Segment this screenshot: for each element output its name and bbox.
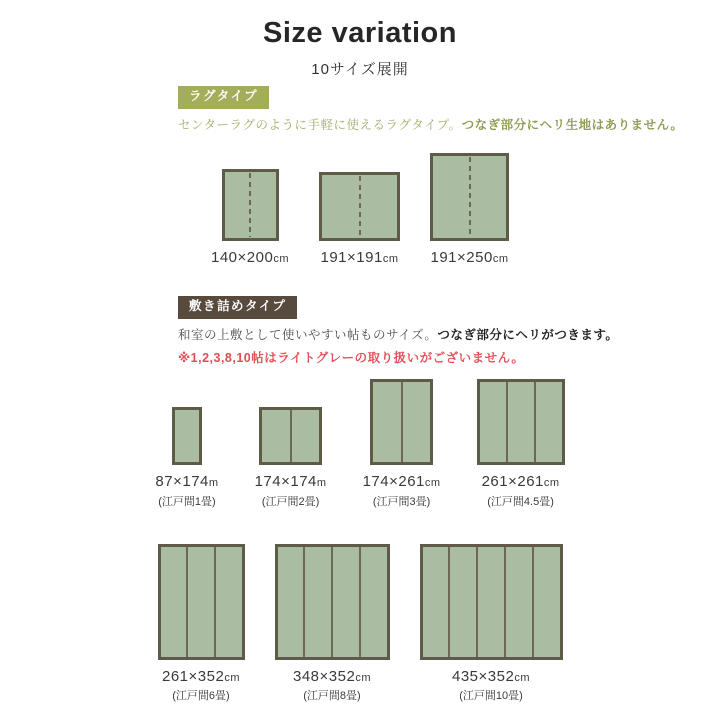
tatami-panel — [534, 382, 562, 462]
size-unit: cm — [424, 477, 441, 490]
rug-type-description — [178, 117, 720, 133]
spread-type-description — [178, 327, 720, 343]
size-label — [162, 669, 240, 686]
tatami-size-label: (江戸間8畳) — [303, 690, 361, 703]
size-unit: cm — [543, 477, 560, 490]
rug-size-item — [255, 407, 327, 508]
rug-illustration — [275, 544, 390, 660]
size-unit: cm — [355, 671, 371, 684]
size-dimensions: 87×174 — [155, 473, 209, 491]
spread-type-row-1 — [0, 379, 720, 508]
tatami-panel — [448, 547, 476, 657]
rug-seam-dashed-line — [469, 157, 471, 237]
tatami-panel — [303, 547, 331, 657]
size-label — [211, 250, 289, 267]
tatami-panel — [532, 547, 560, 657]
rug-illustration — [222, 169, 279, 241]
tatami-panel — [290, 410, 320, 462]
spread-type-row-2 — [0, 544, 720, 703]
size-dimensions: 435×352 — [452, 667, 515, 685]
tatami-panel — [373, 382, 401, 462]
size-label — [321, 250, 399, 267]
rug-size-item — [420, 544, 563, 703]
size-label — [452, 669, 530, 686]
page-subtitle: 10サイズ展開 — [311, 60, 409, 78]
rug-size-item — [477, 379, 565, 508]
size-unit: cm — [382, 252, 399, 265]
size-dimensions: 174×174 — [254, 473, 317, 491]
page-title: Size variation — [263, 17, 457, 49]
rug-seam-dashed-line — [249, 173, 251, 237]
color-availability-note: ※1,2,3,8,10帖はライトグレーの取り扱いがございません。 — [178, 351, 525, 366]
section-spread-type — [0, 296, 720, 702]
size-dimensions: 140×200 — [211, 248, 274, 266]
spread-type-description-text: 和室の上敷として使いやすい帖ものサイズ。 — [178, 328, 438, 343]
rug-size-item — [211, 169, 289, 267]
section-rug-type — [0, 86, 720, 267]
tatami-panel — [504, 547, 532, 657]
rug-size-item — [155, 407, 218, 508]
size-label — [293, 669, 371, 686]
tatami-panel — [262, 410, 290, 462]
size-dimensions: 348×352 — [293, 667, 356, 685]
spread-type-description-bold-text: つなぎ部分にヘリがつきます。 — [437, 328, 619, 343]
size-unit: cm — [492, 252, 509, 265]
tatami-size-label: (江戸間4.5畳) — [487, 495, 554, 508]
tatami-panel — [175, 410, 199, 462]
rug-seam-dashed-line — [359, 176, 361, 237]
rug-size-item — [430, 153, 509, 267]
rug-size-item — [158, 544, 245, 703]
rug-size-item — [275, 544, 390, 703]
rug-type-description-bold-text: つなぎ部分にヘリ生地はありません。 — [461, 117, 684, 132]
rug-illustration — [477, 379, 565, 465]
size-dimensions: 261×261 — [481, 473, 544, 491]
size-dimensions: 191×191 — [320, 248, 383, 266]
rug-illustration — [319, 172, 400, 241]
rug-size-item — [319, 172, 400, 267]
rug-type-description-text: センターラグのように手軽に使えるラグタイプ。 — [178, 117, 462, 132]
tatami-panel — [476, 547, 504, 657]
tatami-panel — [214, 547, 242, 657]
tatami-panel — [331, 547, 359, 657]
size-unit: m — [208, 477, 219, 490]
tatami-size-label: (江戸間6畳) — [172, 690, 230, 703]
rug-illustration — [172, 407, 202, 465]
spread-type-badge: 敷き詰めタイプ — [178, 296, 297, 319]
size-label — [363, 474, 441, 491]
tatami-size-label: (江戸間3畳) — [372, 495, 431, 508]
rug-illustration — [420, 544, 563, 660]
size-label — [482, 474, 560, 491]
tatami-panel — [186, 547, 214, 657]
size-unit: m — [316, 477, 327, 490]
rug-size-item — [363, 379, 441, 508]
tatami-panel — [161, 547, 187, 657]
tatami-panel — [423, 547, 449, 657]
size-dimensions: 261×352 — [162, 667, 225, 685]
tatami-size-label: (江戸間10畳) — [459, 690, 523, 703]
tatami-panel — [401, 382, 431, 462]
tatami-panel — [506, 382, 534, 462]
size-unit: cm — [273, 252, 289, 265]
tatami-panel — [359, 547, 387, 657]
tatami-panel — [480, 382, 506, 462]
rug-illustration — [370, 379, 433, 465]
rug-illustration — [430, 153, 509, 241]
size-label — [255, 474, 327, 491]
rug-illustration — [158, 544, 245, 660]
size-dimensions: 174×261 — [362, 473, 425, 491]
size-dimensions: 191×250 — [430, 248, 493, 266]
tatami-size-label: (江戸間2畳) — [261, 495, 320, 508]
size-label — [431, 250, 509, 267]
tatami-panel — [278, 547, 304, 657]
rug-type-row — [0, 153, 720, 267]
size-label — [155, 474, 218, 491]
rug-type-badge: ラグタイプ — [178, 86, 269, 109]
size-unit: cm — [224, 671, 240, 684]
tatami-size-label: (江戸間1畳) — [158, 495, 216, 508]
size-unit: cm — [514, 671, 530, 684]
rug-illustration — [259, 407, 322, 465]
